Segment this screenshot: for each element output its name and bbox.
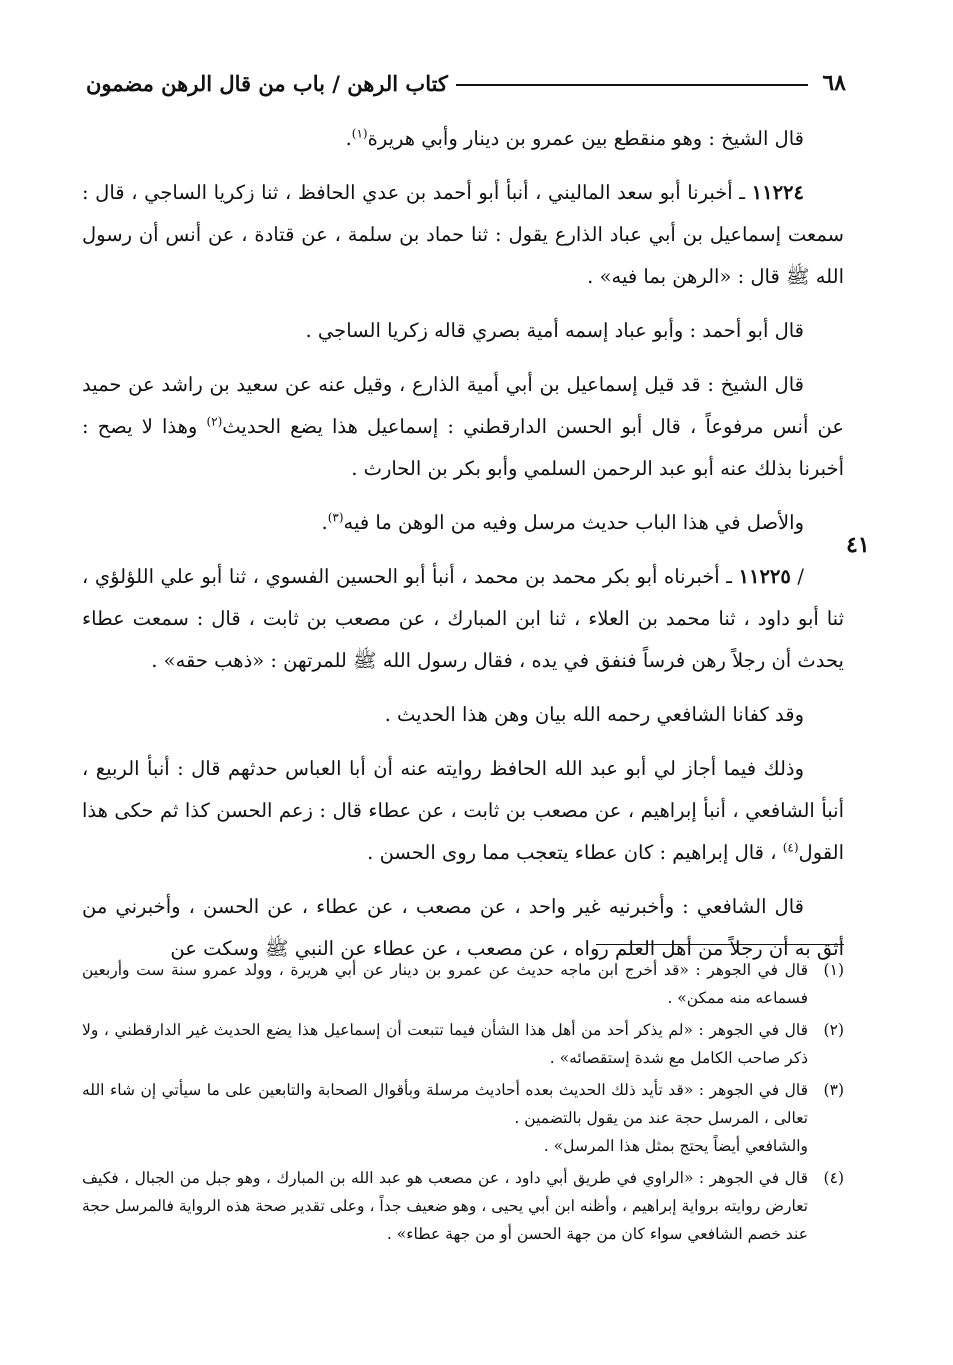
footnote-ref[interactable]: (٣) — [327, 510, 344, 525]
hadith-number: ١١٢٢٤ — [751, 181, 804, 204]
paragraph-text: ، قال إبراهيم : كان عطاء يتعجب مما روى الحسن . — [367, 841, 783, 864]
paragraph-text: قال الشافعي : وأخبرنيه غير واحد ، عن مصعب ، عن عطاء ، عن الحسن ، وأخبرني من أثق به أن رجلاً من أهل العلم رواه ، عن مصعب ، عن عطاء عن النبي ﷺ وسكت عن — [82, 895, 844, 960]
margin-page-marker: ٤١ — [846, 532, 870, 558]
paragraph-1 — [82, 118, 844, 160]
page-number: ٦٨ — [822, 70, 846, 96]
paragraph-3 — [82, 310, 844, 352]
paragraph-7 — [82, 694, 844, 736]
running-head: كتاب الرهن / باب من قال الرهن مضمون — [86, 70, 448, 96]
paragraph-text: والأصل في هذا الباب حديث مرسل وفيه من الوهن ما فيه — [343, 511, 804, 534]
main-text — [82, 118, 844, 982]
footnote-text: قال في الجوهر : «الراوي في طريق أبي داود ، عن مصعب هو عبد الله بن المبارك ، وهو جبل من الجبال ، فكيف تعارض روايته برواية إبراهيم ، وأظنه ابن أبي يحيى ، وهو ضعيف جداً ، وعلى تقدير صحة هذه الرواية فالمرسل حجة عند خصم الشافعي سواء كان من جهة الحسن أو من جهة عطاء» . — [82, 1169, 808, 1243]
paragraph-text: قال أبو أحمد : وأبو عباد إسمه أمية بصري قاله زكريا الساجي . — [305, 319, 804, 342]
paragraph-text: وقد كفانا الشافعي رحمه الله بيان وهن هذا الحديث . — [384, 703, 804, 726]
footnote-number: (٢) — [823, 1021, 844, 1039]
page-break-marker: / — [790, 565, 804, 588]
footnote-1 — [82, 956, 844, 1012]
paragraph-text: . — [345, 127, 352, 150]
footnote-3 — [82, 1076, 844, 1160]
paragraph-4 — [82, 364, 844, 490]
footnote-ref[interactable]: (٢) — [206, 414, 223, 429]
footnote-text: قال في الجوهر : «قد تأيد ذلك الحديث بعده أحاديث مرسلة وبأقوال الصحابة والتابعين على ما سيأتي إن شاء الله تعالى ، المرسل حجة عند من يقول بالتضمين . — [82, 1081, 808, 1127]
footnote-number: (١) — [823, 961, 844, 979]
paragraph-text: ـ أخبرنا أبو سعد الماليني ، أنبأ أبو أحمد بن عدي الحافظ ، ثنا زكريا الساجي ، قال : سمعت إسماعيل بن أبي عباد الذارع يقول : ثنا حماد بن سلمة ، عن قتادة ، عن أنس أن رسول الله ﷺ قال : «الرهن بما فيه» . — [82, 181, 844, 288]
hadith-number: ١١٢٢٥ — [738, 565, 791, 588]
paragraph-text: وهذا لا يصح : أخبرنا بذلك عنه أبو عبد الرحمن السلمي وأبو بكر بن الحارث . — [82, 415, 844, 480]
paragraph-text: قال الشيخ : قد قيل إسماعيل بن أبي أمية الذارع ، وقيل عنه عن سعيد بن راشد عن حميد عن أنس مرفوعاً ، قال أبو الحسن الدارقطني : إسماعيل هذا يضع الحديث — [82, 373, 845, 438]
paragraph-text: . — [321, 511, 328, 534]
footnote-separator — [596, 944, 844, 945]
paragraph-8 — [82, 748, 844, 874]
footnote-number: (٤) — [823, 1169, 844, 1187]
footnote-2 — [82, 1016, 844, 1072]
footnote-4 — [82, 1164, 844, 1248]
footnote-ref[interactable]: (٤) — [782, 840, 799, 855]
paragraph-text: وذلك فيما أجاز لي أبو عبد الله الحافظ روايته عنه أن أبا العباس حدثهم قال : أنبأ الربيع ، أنبأ الشافعي ، أنبأ إبراهيم ، عن مصعب بن ثابت ، عن عطاء قال : زعم الحسن كذا ثم حكى هذا القول — [82, 757, 844, 864]
paragraph-5 — [82, 502, 844, 544]
hadith-11225 — [82, 556, 844, 682]
paragraph-text: قال الشيخ : وهو منقطع بين عمرو بن دينار وأبي هريرة — [367, 127, 804, 150]
footnote-ref[interactable]: (١) — [351, 126, 368, 141]
paragraph-text: ـ أخبرناه أبو بكر محمد بن محمد ، أنبأ أبو الحسين الفسوي ، ثنا أبو علي اللؤلؤي ، ثنا أبو داود ، ثنا محمد بن العلاء ، ثنا ابن المبارك ، عن مصعب بن ثابت ، قال : سمعت عطاء يحدث أن رجلاً رهن فرساً فنفق في يده ، فقال رسول الله ﷺ للمرتهن : «ذهب حقه» . — [82, 565, 844, 672]
footnote-text: قال في الجوهر : «لم يذكر أحد من أهل هذا الشأن فيما تتبعت أن إسماعيل هذا يضع الحديث غير الدارقطني ، ولا ذكر صاحب الكامل مع شدة إستقصائه» . — [82, 1021, 808, 1067]
hadith-11224 — [82, 172, 844, 298]
header-rule — [456, 84, 808, 86]
footnote-text: قال في الجوهر : «قد أخرج ابن ماجه حديث عن عمرو بن دينار عن أبي هريرة ، وولد عمرو سنة ست وأربعين فسماعه منه ممكن» . — [82, 961, 808, 1007]
footnote-text-continued: والشافعي أيضاً يحتج بمثل هذا المرسل» . — [543, 1137, 808, 1155]
footnote-number: (٣) — [823, 1081, 844, 1099]
page-header — [86, 68, 846, 98]
footnotes — [82, 956, 844, 1252]
